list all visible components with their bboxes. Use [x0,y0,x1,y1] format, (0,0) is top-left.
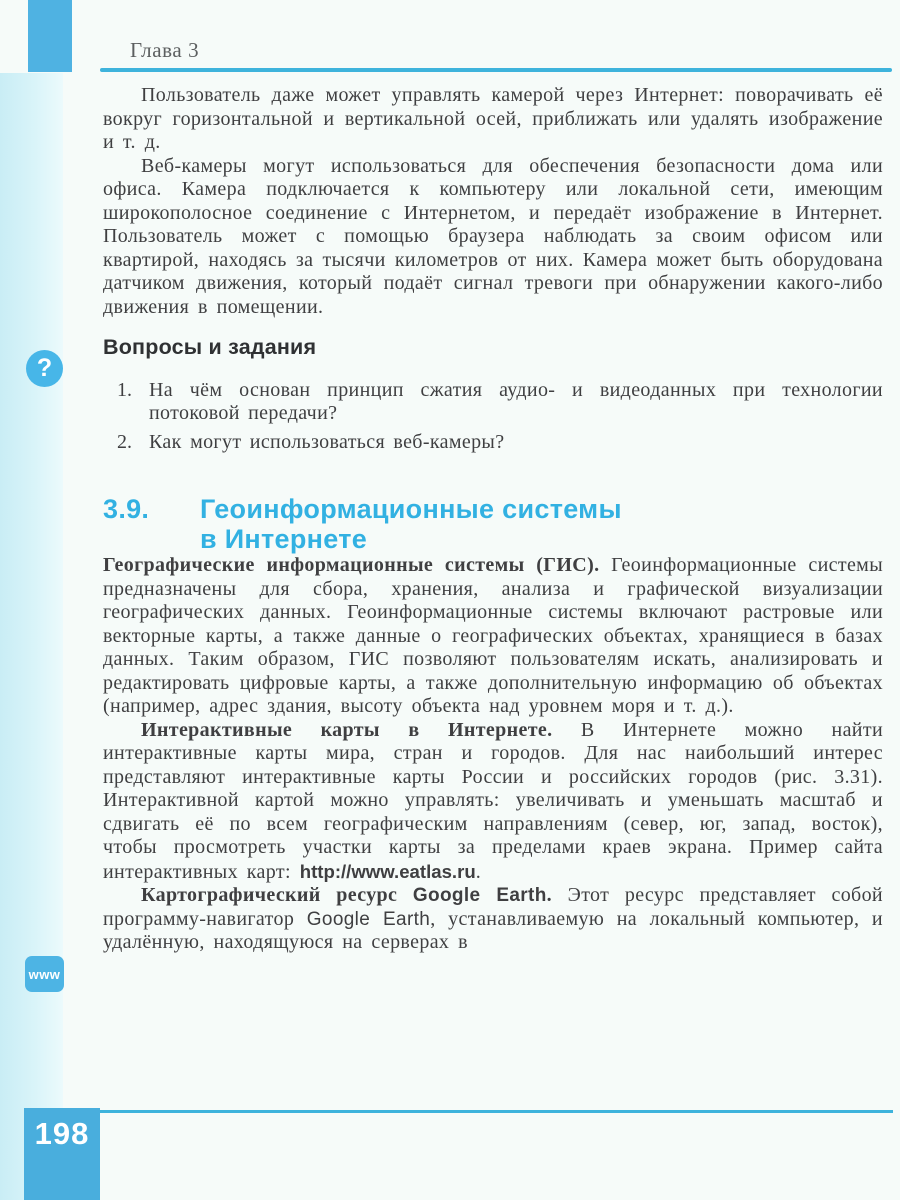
section-number: 3.9. [103,494,150,524]
maps-body: В Интернете можно найти интерактивные карты мира, стран и городов. Для нас наибольший интерес представляют интерактивные карты России и российских городов (рис. 3.31). Интерактивной картой можно управлять: увеличивать и уменьшать масштаб и сдвигать её по всем географическим направлениям (север, юг, запад, восток), чтобы просмотреть участки карты за пределами краев экрана. Пример сайта интерактивных карт: [103,718,883,883]
list-item [103,431,883,455]
google-earth-brand-inline: Google Earth [306,908,431,930]
questions-heading: Вопросы и задания [103,335,317,359]
google-body2: , устанавливаемую на локальный компьютер, и удалённую, находящуюся на серверах в [103,907,883,953]
section-title-line1: Геоинформационные системы [200,494,622,524]
maps-lead: Интерактивные карты в Интернете. [141,718,553,741]
paragraph-webcam-security: Веб-камеры могут использоваться для обеспечения безопасности дома или офиса. Камера подключается к компьютеру или локальной сети, имеющим широкополосное соединение с Интернетом, и передаёт изображение в Интернет. Пользователь может с помощью браузера наблюдать за своим офисом или квартирой, находясь за тысячи километров от них. Камера может быть оборудована датчиком движения, который подаёт сигнал тревоги при обнаружении какого-либо движения в помещении. [103,154,883,318]
google-lead-dot: . [546,884,553,906]
list-item-number: 1. [117,378,132,401]
list-item-number: 2. [117,430,132,453]
paragraph-interactive-maps [103,719,883,885]
maps-url: http://www.eatlas.ru [299,860,476,882]
google-lead: Картографический ресурс [141,884,413,906]
section-heading [103,494,883,554]
chapter-label: Глава 3 [130,38,200,62]
maps-tail: . [475,860,482,883]
www-icon: www [25,956,64,992]
left-margin-strip [0,73,63,1200]
page-number-block [24,1108,100,1200]
gis-body: Геоинформационные системы предназначены для сбора, хранения, анализа и графической визуализации географических данных. Геоинформационные системы включают растровые или векторные карты, а также данные о географических объектах, хранящиеся в базах данных. Таким образом, ГИС позволяют пользователям искать, анализировать и редактировать цифровые карты, а также дополнительную информацию об объектах (например, адрес здания, высоту объекта над уровнем моря и т. д.). [103,554,883,717]
list-item-text: На чём основан принцип сжатия аудио- и видеоданных при технологии потоковой передачи? [149,378,883,424]
paragraph-google-earth [103,884,883,955]
page-number: 198 [34,1116,90,1151]
list-item [103,379,883,426]
question-mark-icon: ? [26,350,63,387]
section-title [200,494,622,554]
google-earth-brand-bold: Google Earth [412,885,547,906]
google-body1: Этот ресурс представляет собой программу-навигатор [103,884,883,930]
paragraph-webcam-control: Пользователь даже может управлять камерой через Интернет: поворачивать её вокруг горизонтальной и вертикальной осей, приближать или удалять изображение и т. д. [103,84,883,153]
paragraph-gis [103,554,883,719]
bottom-rule [100,1110,893,1113]
page-content [103,84,883,955]
list-item-text: Как могут использоваться веб-камеры? [149,430,505,453]
chapter-tab-square [28,0,72,72]
header-rule [100,68,892,72]
section-title-line2: в Интернете [200,524,368,554]
questions-list [103,379,883,455]
gis-lead: Географические информационные системы (ГИС). [103,554,600,576]
